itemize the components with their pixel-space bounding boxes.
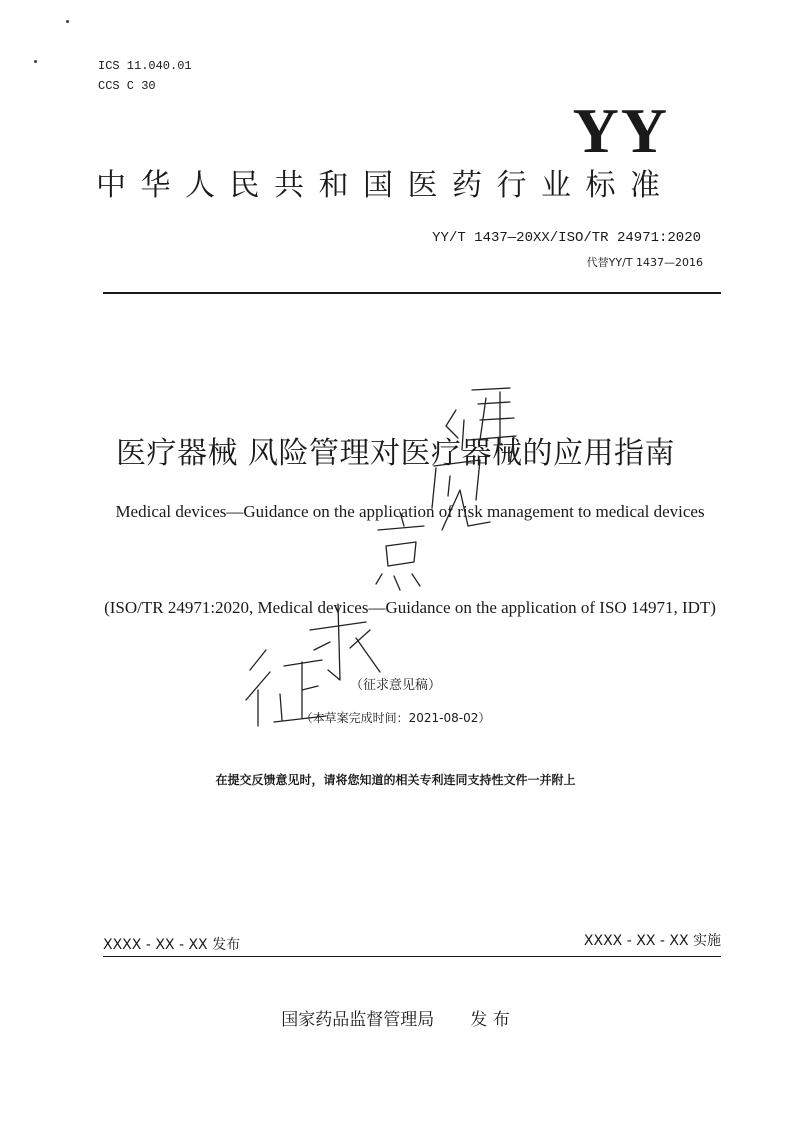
publish-label: 发 布 xyxy=(470,1010,510,1030)
ccs-code: CCS C 30 xyxy=(98,79,156,93)
standard-title: 中华人民共和国医药行业标准 xyxy=(96,168,675,203)
patent-notice: 在提交反馈意见时，请将您知道的相关专利连同支持性文件一并附上 xyxy=(215,773,576,787)
header-divider xyxy=(103,292,721,294)
issuing-authority-line xyxy=(0,1008,791,1032)
ics-code: ICS 11.040.01 xyxy=(98,59,192,73)
document-title-chinese: 医疗器械 风险管理对医疗器械的应用指南 xyxy=(115,436,676,471)
yy-logo: YY xyxy=(572,95,669,166)
issue-date: XXXX - XX - XX 发布 xyxy=(103,937,241,953)
scan-speck xyxy=(34,60,37,63)
iso-equivalence: (ISO/TR 24971:2020, Medical devices—Guidance on the application of ISO 14971, IDT) xyxy=(104,598,716,617)
footer-divider xyxy=(103,956,721,957)
implementation-date: XXXX - XX - XX 实施 xyxy=(583,933,721,949)
classification-codes xyxy=(98,56,192,96)
standard-number: YY/T 1437—20XX/ISO/TR 24971:2020 xyxy=(432,230,701,246)
draft-completion-time: （本草案完成时间：2021-08-02） xyxy=(300,711,491,725)
replaces-standard: 代替YY/T 1437—2016 xyxy=(586,256,703,269)
document-title-english: Medical devices—Guidance on the application of risk management to medical devices xyxy=(115,502,705,521)
scan-speck xyxy=(66,20,69,23)
draft-status: （征求意见稿） xyxy=(349,678,441,693)
issuing-authority: 国家药品监督管理局 xyxy=(281,1010,435,1030)
